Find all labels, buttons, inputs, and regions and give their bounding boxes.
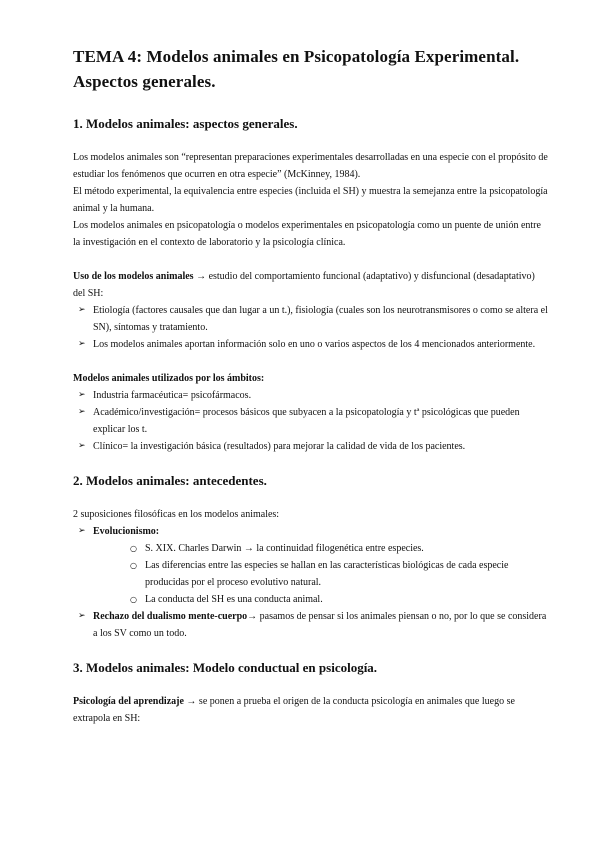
arrow-bullet-icon: ➢ xyxy=(78,339,86,349)
arrow-bullet-icon: ➢ xyxy=(78,441,86,451)
paragraph: Los modelos animales son “representan preparaciones experimentales desarrolladas en una especie con el propósito de estudiar los fenómenos que ocurren en otra especie” (McKinney, 1984). xyxy=(73,152,548,180)
list-item: ➢ Etiología (factores causales que dan lugar a un t.), fisiología (cuales son los neurotransmisores o como se altera el SN), síntomas y tratamiento. xyxy=(73,302,548,336)
list-item: ➢ Los modelos animales aportan información solo en uno o varios aspectos de los 4 mencionados anteriormente. xyxy=(73,336,548,353)
uso-text: → estudio del comportamiento funcional (adaptativo) y disfuncional (desadaptativo) del SH: xyxy=(73,271,535,299)
list-item: ➢ Clínico= la investigación básica (resultados) para mejorar la calidad de vida de los pacientes. xyxy=(73,438,548,455)
arrow-bullet-icon: ➢ xyxy=(78,305,86,315)
circle-bullet-icon: ○ xyxy=(130,544,137,553)
document-page xyxy=(73,44,548,727)
arrow-bullet-icon: ➢ xyxy=(78,611,86,621)
paragraph: El método experimental, la equivalencia entre especies (incluida el SH) y muestra la semejanza entre la psicopatología animal y la humana. xyxy=(73,186,548,214)
ambitos-list xyxy=(73,387,548,455)
arrow-bullet-icon: ➢ xyxy=(78,407,86,417)
document-title: TEMA 4: Modelos animales en Psicopatología Experimental. Aspectos generales. xyxy=(73,47,520,91)
ambitos-heading: Modelos animales utilizados por los ámbitos: xyxy=(73,373,265,384)
circle-bullet-icon: ○ xyxy=(130,595,137,604)
arrow-bullet-icon: ➢ xyxy=(78,390,86,400)
psicologia-label: Psicología del aprendizaje xyxy=(73,696,184,707)
circle-bullet-icon: ○ xyxy=(130,561,137,570)
section-1-heading: 1. Modelos animales: aspectos generales. xyxy=(73,116,298,131)
list-item: ➢ Industria farmacéutica= psicofármacos. xyxy=(73,387,548,404)
section-2-intro: 2 suposiciones filosóficas en los modelos animales: xyxy=(73,509,280,520)
section-2-list xyxy=(73,523,548,642)
uso-paragraph xyxy=(73,268,548,302)
section-3-paragraph xyxy=(73,693,548,727)
sub-list-item: ○ S. XIX. Charles Darwin → la continuidad filogenética entre especies. xyxy=(73,540,548,557)
section-2-heading: 2. Modelos animales: antecedentes. xyxy=(73,473,267,488)
sub-list-item: ○ La conducta del SH es una conducta animal. xyxy=(73,591,548,608)
section-3-heading: 3. Modelos animales: Modelo conductual en psicología. xyxy=(73,660,378,675)
list-item: ➢ Rechazo del dualismo mente-cuerpo→ pasamos de pensar si los animales piensan o no, por lo que se considera a los SV como un todo. xyxy=(73,608,548,642)
paragraph: Los modelos animales en psicopatología o modelos experimentales en psicopatología como un puente de unión entre la investigación en el contexto de laboratorio y la psicología clínica. xyxy=(73,220,541,248)
uso-list xyxy=(73,302,548,353)
list-item: ➢ Evolucionismo: xyxy=(73,523,548,540)
psicologia-text: → se ponen a prueba el origen de la conducta psicología en animales que luego se extrapola en SH: xyxy=(73,696,515,724)
arrow-bullet-icon: ➢ xyxy=(78,526,86,536)
list-item: ➢ Académico/investigación= procesos básicos que subyacen a la psicopatología y tª psicológicas que pueden explicar los t. xyxy=(73,404,548,438)
uso-label: Uso de los modelos animales xyxy=(73,271,194,282)
section-1-intro xyxy=(73,149,548,251)
sub-list-item: ○ Las diferencias entre las especies se hallan en las características biológicas de cada especie producidas por el proceso evolutivo natural. xyxy=(73,557,548,591)
